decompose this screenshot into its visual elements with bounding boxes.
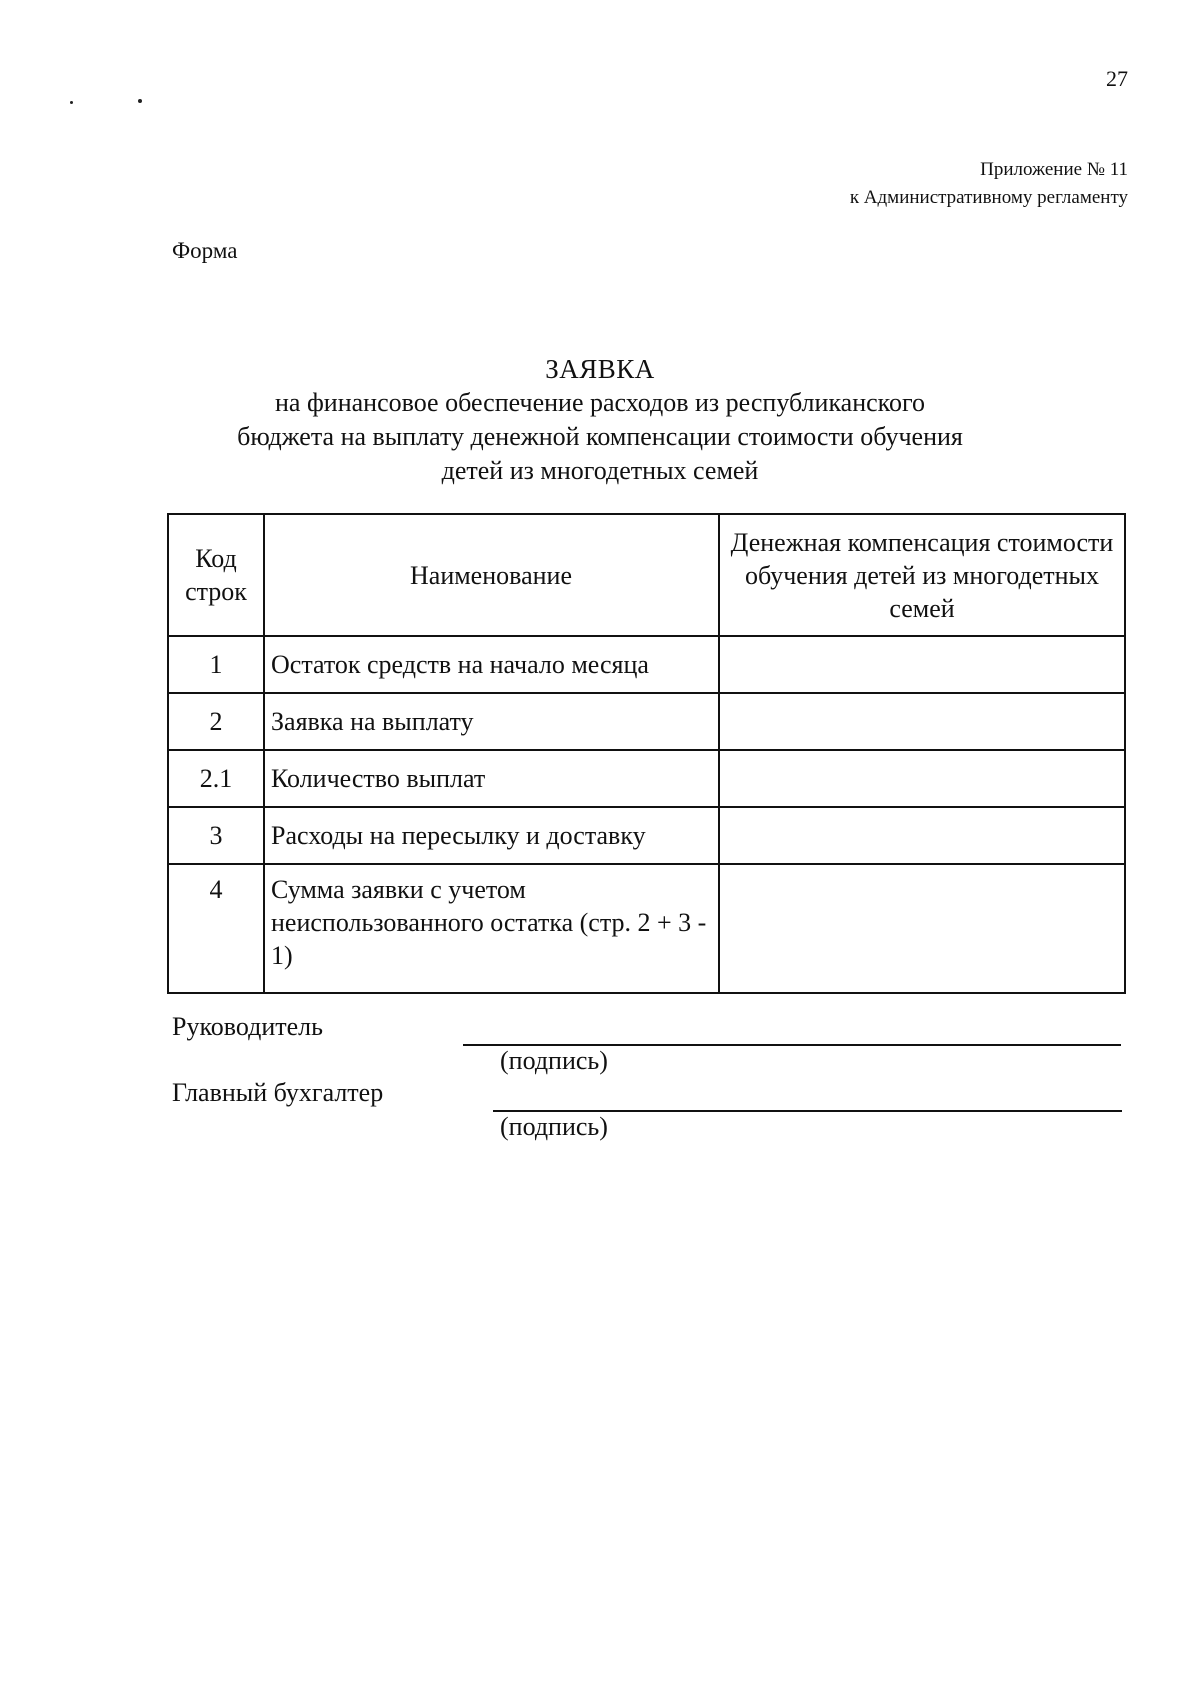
row-name: Количество выплат [264,750,719,807]
title-line-2: бюджета на выплату денежной компенсации стоимости обучения [237,422,963,451]
table-header-row [168,514,1125,636]
row-name: Заявка на выплату [264,693,719,750]
table-row [168,636,1125,693]
header-value: Денежная компенсация стоимости обучения детей из многодетных семей [719,514,1125,636]
title-line-3: детей из многодетных семей [441,456,759,485]
form-label: Форма [172,238,238,263]
table-row [168,864,1125,993]
title-line-1: на финансовое обеспечение расходов из республиканского [275,388,925,417]
head-signature-caption: (подпись) [500,1046,608,1075]
scan-speck [138,99,142,103]
row-value-cell[interactable] [719,750,1125,807]
row-value-cell[interactable] [719,807,1125,864]
row-name: Остаток средств на начало месяца [264,636,719,693]
row-value-cell[interactable] [719,636,1125,693]
head-signature-label: Руководитель [172,1012,323,1041]
document-title [0,352,1200,488]
table-row [168,807,1125,864]
appendix-line-2: к Административному регламенту [849,187,1128,208]
title-heading: ЗАЯВКА [545,354,655,384]
chief-accountant-signature-caption: (подпись) [500,1112,608,1141]
row-code: 2.1 [168,750,264,807]
row-value-cell[interactable] [719,693,1125,750]
request-table [167,513,1126,994]
row-code: 4 [168,864,264,993]
table-row [168,750,1125,807]
row-value-cell[interactable] [719,864,1125,993]
page-number: 27 [1106,66,1128,91]
table-row [168,693,1125,750]
chief-accountant-signature-label: Главный бухгалтер [172,1078,384,1107]
row-name: Расходы на пересылку и доставку [264,807,719,864]
row-code: 3 [168,807,264,864]
appendix-line-1: Приложение № 11 [980,159,1128,180]
row-code: 1 [168,636,264,693]
row-code: 2 [168,693,264,750]
appendix-note [850,156,1128,212]
header-code: Код строк [168,514,264,636]
header-name: Наименование [264,514,719,636]
row-name: Сумма заявки с учетом неиспользованного остатка (стр. 2 + 3 - 1) [264,864,719,993]
scan-speck [70,101,73,104]
